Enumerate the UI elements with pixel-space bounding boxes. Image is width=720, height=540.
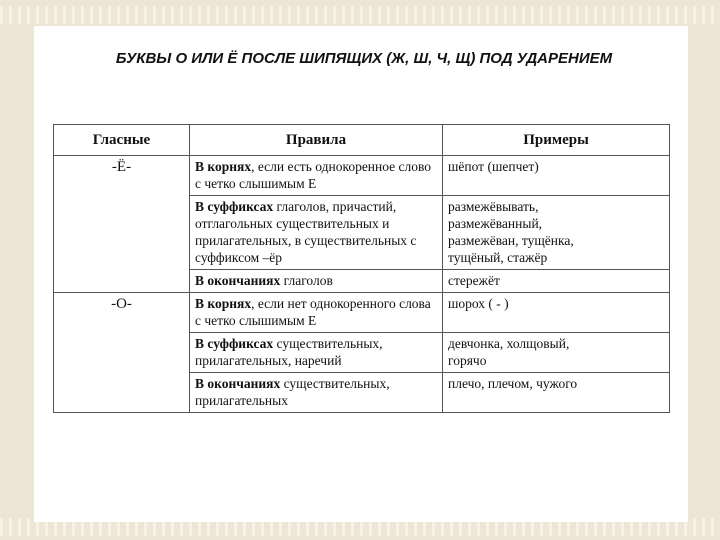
example-cell: [443, 293, 670, 333]
rule-text: существительных, прилагательных, наречий: [195, 336, 383, 368]
rule-cell: [190, 333, 443, 373]
table-row: [54, 156, 670, 196]
rule-text: существительных, прилагательных: [195, 376, 390, 408]
example-cell: [443, 156, 670, 196]
rule-bold: В окончаниях: [195, 376, 281, 391]
rules-table: [53, 124, 670, 413]
rule-cell: [190, 270, 443, 293]
rule-text: глаголов, причастий, отглагольных существительных и прилагательных, в существительных с суффиксом –ёр: [195, 199, 417, 265]
rule-cell: [190, 196, 443, 270]
rule-bold: В корнях: [195, 296, 252, 311]
example-line: шёпот (шепчет): [448, 159, 539, 174]
rule-bold: В корнях: [195, 159, 252, 174]
example-line: шорох ( - ): [448, 296, 509, 311]
rule-text: , если нет однокоренного слова с четко слышимым Е: [195, 296, 431, 328]
header-rules: Правила: [190, 125, 443, 156]
example-line: размежёван, тущёнка,: [448, 233, 574, 248]
slide-page: [34, 26, 688, 522]
rule-cell: [190, 293, 443, 333]
rule-bold: В суффиксах: [195, 199, 274, 214]
page-title: БУКВЫ О ИЛИ Ё ПОСЛЕ ШИПЯЩИХ (Ж, Ш, Ч, Щ) ПОД УДАРЕНИЕМ: [115, 50, 613, 67]
example-cell: [443, 333, 670, 373]
header-examples: Примеры: [443, 125, 670, 156]
rule-text: глаголов: [280, 273, 333, 288]
example-line: стережёт: [448, 273, 500, 288]
decorative-top-edge: [0, 6, 720, 24]
rule-bold: В суффиксах: [195, 336, 274, 351]
example-line: размежёванный,: [448, 216, 543, 231]
vowel-cell-o: -О-: [54, 293, 190, 413]
example-line: девчонка, холщовый,: [448, 336, 570, 351]
rule-cell: [190, 373, 443, 413]
table-header-row: [54, 125, 670, 156]
example-cell: [443, 373, 670, 413]
rule-bold: В окончаниях: [195, 273, 281, 288]
example-line: тущёный, стажёр: [448, 250, 548, 265]
example-line: горячо: [448, 353, 487, 368]
rule-cell: [190, 156, 443, 196]
header-vowels: Гласные: [54, 125, 190, 156]
example-line: размежёвывать,: [448, 199, 539, 214]
table-row: [54, 293, 670, 333]
example-cell: [443, 270, 670, 293]
example-cell: [443, 196, 670, 270]
vowel-cell-yo: -Ё-: [54, 156, 190, 293]
rule-text: , если есть однокоренное слово с четко слышимым Е: [195, 159, 432, 191]
example-line: плечо, плечом, чужого: [448, 376, 578, 391]
